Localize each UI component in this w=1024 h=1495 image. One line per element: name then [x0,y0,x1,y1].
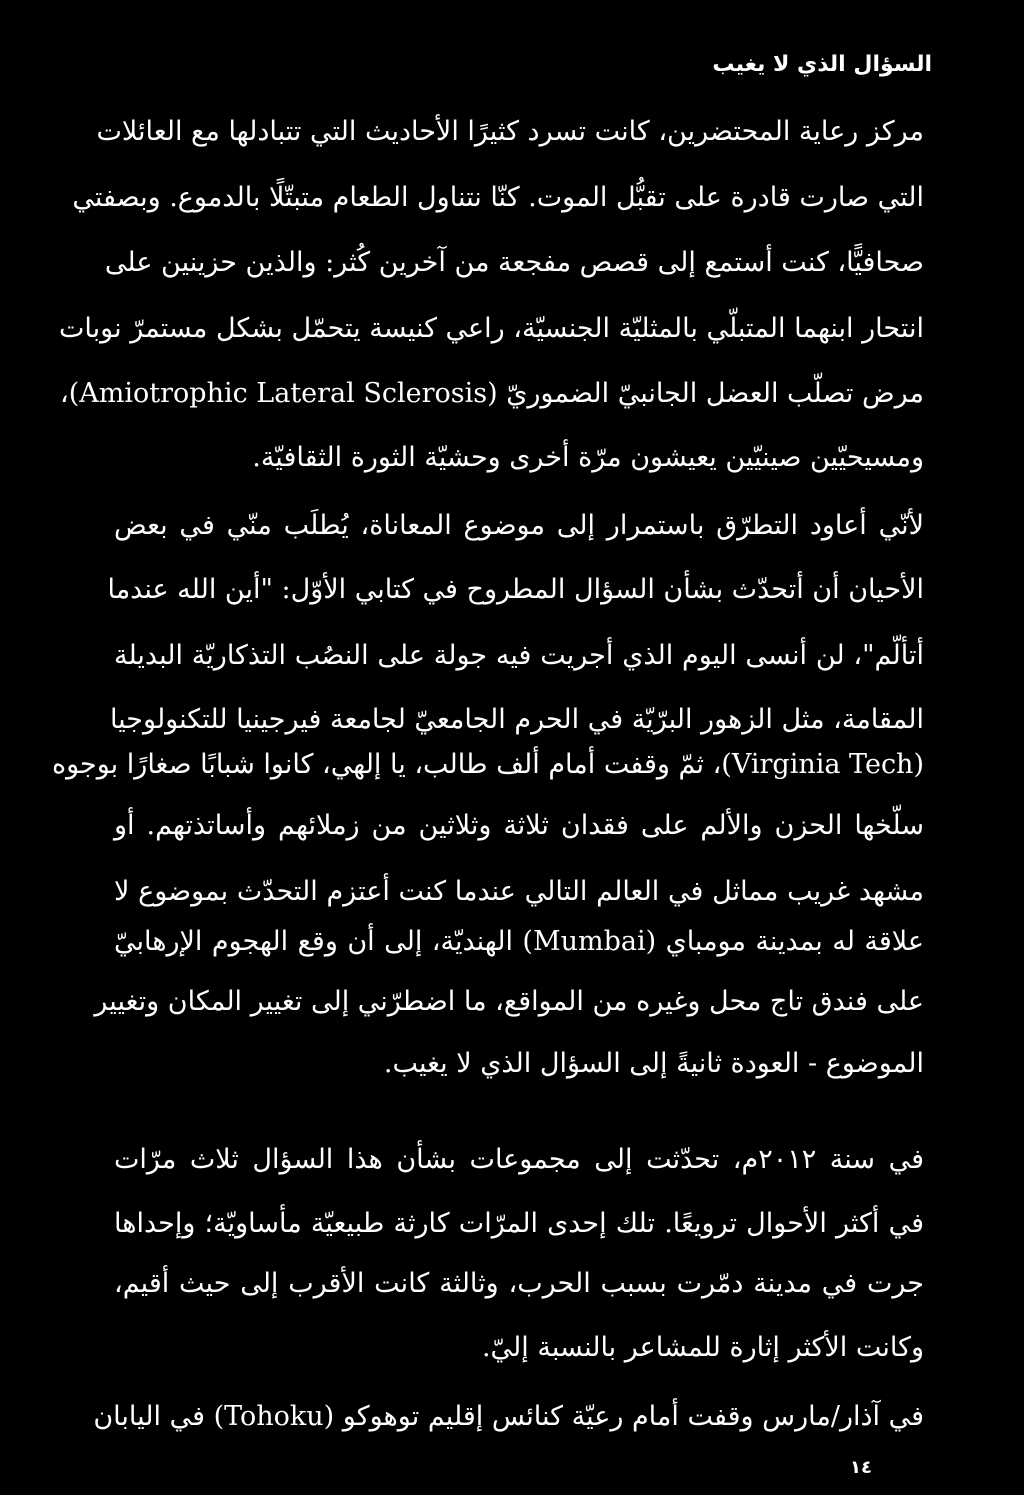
text-line: الأحيان أن أتحدّث بشأن السؤال المطروح في كتابي الأوّل: "أين الله عندما [107,574,924,605]
text-line: صحافيًّا، كنت أستمع إلى قصص مفجعة من آخرين كُثر: والذين حزينين على [104,247,924,278]
text-line: مركز رعاية المحتضرين، كانت تسرد كثيرًا الأحاديث التي تتبادلها مع العائلات [96,116,924,147]
text-line: على فندق تاج محل وغيره من المواقع، ما اضطرّني إلى تغيير المكان وتغيير [94,986,924,1017]
text-line: (Virginia Tech)، ثمّ وقفت أمام ألف طالب، يا إلهي، كانوا شبابًا صغارًا بوجوه [51,749,924,780]
text-line: علاقة له بمدينة مومباي (Mumbai) الهنديّة، إلى أن وقع الهجوم الإرهابيّ [114,926,925,957]
text-line: انتحار ابنهما المتبلّي بالمثليّة الجنسيّة، راعي كنيسة يتحمّل بشكل مستمرّ نوبات [58,313,924,344]
text-line: في آذار/مارس وقفت أمام رعيّة كنائس إقليم توهوكو (Tohoku) في اليابان [93,1401,924,1432]
text-line: الموضوع - العودة ثانيةً إلى السؤال الذي لا يغيب. [383,1048,924,1079]
running-header: السؤال الذي لا يغيب [712,52,932,77]
text-line: سلّخها الحزن والألم على فقدان ثلاثة وثلاثين من زملائهم وأساتذتهم. أو [114,810,924,841]
text-line: مشهد غريب مماثل في العالم التالي عندما كنت أعتزم التحدّث بموضوع لا [114,876,924,907]
text-line: جرت في مدينة دمّرت بسبب الحرب، وثالثة كانت الأقرب إلى حيث أقيم، [114,1268,924,1299]
page-number: ١٤ [850,1457,872,1478]
text-line: وكانت الأكثر إثارة للمشاعر بالنسبة إليّ. [481,1332,924,1363]
text-line: التي صارت قادرة على تقبُّل الموت. كنّا نتناول الطعام متبتّلًا بالدموع. وبصفتي [72,182,924,213]
text-line: لأنّي أعاود التطرّق باستمرار إلى موضوع المعاناة، يُطلَب منّي في بعض [114,510,924,541]
text-line: المقامة، مثل الزهور البرّيّة في الحرم الجامعيّ لجامعة فيرجينيا للتكنولوجيا [109,704,924,735]
text-line: مرض تصلّب العضل الجانبيّ الضموريّ (Amiotrophic Lateral Sclerosis)، [60,378,924,409]
text-line: أتألّم"، لن أنسى اليوم الذي أجريت فيه جولة على النصُب التذكاريّة البديلة [114,640,924,671]
text-line: في أكثر الأحوال ترويعًا. تلك إحدى المرّات كارثة طبيعيّة مأساويّة؛ وإحداها [114,1208,924,1239]
text-line: في سنة ٢٠١٢م، تحدّثت إلى مجموعات بشأن هذا السؤال ثلاث مرّات [114,1144,924,1175]
text-line: ومسيحيّين صينيّين يعيشون مرّة أخرى وحشيّة الثورة الثقافيّة. [252,442,924,473]
